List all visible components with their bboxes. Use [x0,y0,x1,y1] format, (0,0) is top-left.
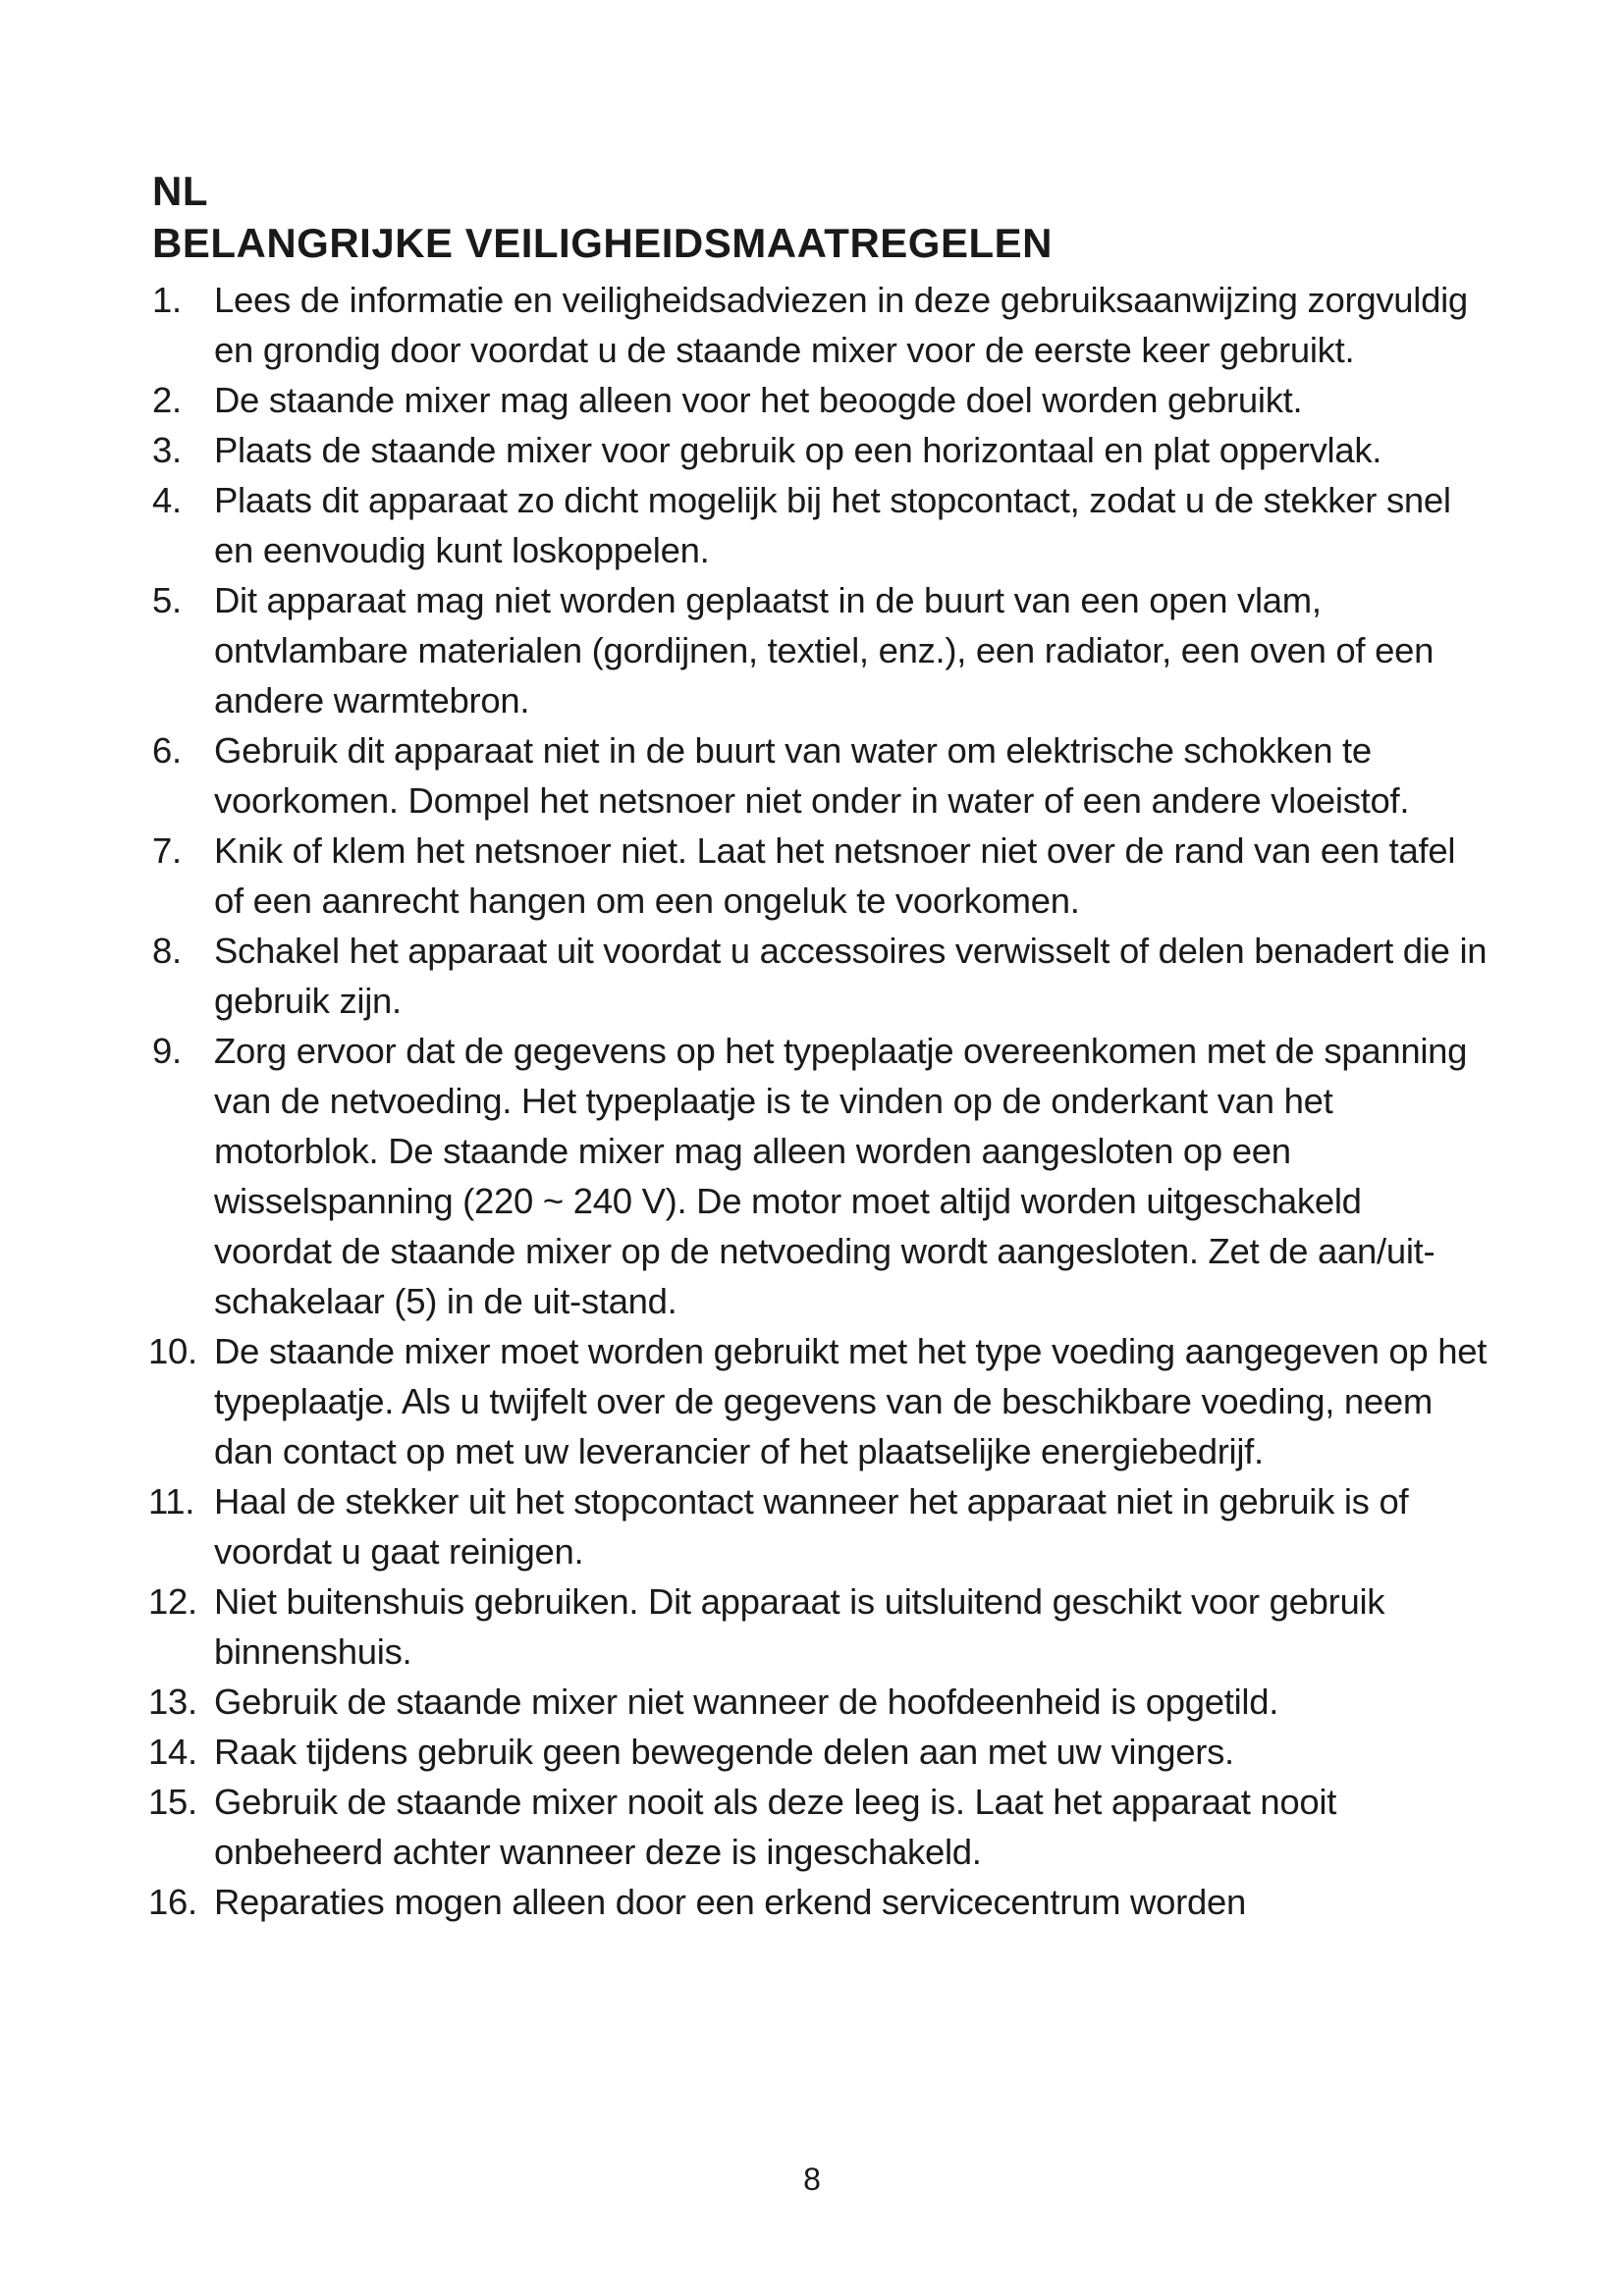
list-item [152,575,1488,725]
page-title: BELANGRIJKE VEILIGHEIDSMAATREGELEN [152,220,1053,266]
list-item-text: Zorg ervoor dat de gegevens op het typeplaatje overeenkomen met de spanning van de netvoeding. Het typeplaatje is te vinden op de onderkant van het motorblok. De staande mixer mag alleen worden aangesloten op een wisselspanning (220 ~ 240 V). De motor moet altijd worden uitgeschakeld voordat de staande mixer op de netvoeding wordt aangesloten. Zet de aan/uit-schakelaar (5) in de uit-stand. [214,1031,1468,1321]
list-item-number: 14. [148,1732,197,1772]
list-item-number: 13. [148,1682,197,1722]
list-item [148,1777,1488,1877]
list-item [152,725,1488,826]
list-item-number: 9. [152,1031,182,1071]
list-item-text: Schakel het apparaat uit voordat u accessoires verwisselt of delen benadert die in gebruik zijn. [214,931,1488,1021]
list-item-text: Plaats dit apparaat zo dicht mogelijk bij het stopcontact, zodat u de stekker snel en eenvoudig kunt loskoppelen. [214,480,1451,570]
list-item-number: 3. [152,430,182,470]
list-item [152,826,1488,926]
list-item [148,1476,1488,1576]
list-item [148,1576,1488,1677]
list-item-number: 10. [148,1331,197,1371]
list-item-text: De staande mixer mag alleen voor het beoogde doel worden gebruikt. [214,380,1303,420]
list-item-number: 15. [148,1782,197,1822]
list-item-text: Reparaties mogen alleen door een erkend servicecentrum worden [214,1882,1246,1922]
list-item [152,275,1488,375]
list-item-text: Lees de informatie en veiligheidsadviezen in deze gebruiksaanwijzing zorgvuldig en grondig door voordat u de staande mixer voor de eerste keer gebruikt. [214,280,1468,370]
list-item-number: 4. [152,480,182,520]
list-item [152,425,1488,475]
list-item-number: 7. [152,830,182,871]
list-item [152,475,1488,575]
page-content [148,167,1488,1927]
list-item [148,1677,1488,1727]
list-item-number: 6. [152,730,182,771]
list-item [148,1326,1488,1476]
list-item-text: Knik of klem het netsnoer niet. Laat het netsnoer niet over de rand van een tafel of een aanrecht hangen om een ongeluk te voorkomen. [214,830,1456,921]
list-item-text: Gebruik de staande mixer nooit als deze leeg is. Laat het apparaat nooit onbeheerd achter wanneer deze is ingeschakeld. [214,1782,1337,1872]
list-item [152,375,1488,425]
list-item [148,1877,1488,1927]
list-item-text: Haal de stekker uit het stopcontact wanneer het apparaat niet in gebruik is of voordat u gaat reinigen. [214,1481,1409,1572]
list-item-number: 1. [152,280,182,320]
list-item-text: Niet buitenshuis gebruiken. Dit apparaat is uitsluitend geschikt voor gebruik binnenshuis. [214,1581,1385,1672]
list-item-number: 11. [148,1481,195,1522]
list-item [148,1727,1488,1777]
list-item-number: 8. [152,931,182,971]
list-item-text: Dit apparaat mag niet worden geplaatst in de buurt van een open vlam, ontvlambare materialen (gordijnen, textiel, enz.), een radiator, een oven of een andere warmtebron. [214,580,1435,721]
list-item-text: Gebruik de staande mixer niet wanneer de hoofdeenheid is opgetild. [214,1682,1279,1722]
safety-instructions-list [148,275,1488,1927]
list-item [152,1026,1488,1326]
list-item-number: 16. [148,1882,197,1922]
list-item [152,926,1488,1026]
list-item-text: Raak tijdens gebruik geen bewegende delen aan met uw vingers. [214,1732,1234,1772]
list-item-text: Plaats de staande mixer voor gebruik op een horizontaal en plat oppervlak. [214,430,1382,470]
list-item-number: 12. [148,1581,197,1622]
list-item-text: De staande mixer moet worden gebruikt met het type voeding aangegeven op het typeplaatje. Als u twijfelt over de gegevens van de beschikbare voeding, neem dan contact op met uw leverancier of het plaatselijke energiebedrijf. [214,1331,1488,1471]
page-number: 8 [803,2162,821,2197]
list-item-text: Gebruik dit apparaat niet in de buurt van water om elektrische schokken te voorkomen. Dompel het netsnoer niet onder in water of een andere vloeistof. [214,730,1410,821]
language-code: NL [152,168,208,214]
list-item-number: 5. [152,580,182,620]
list-item-number: 2. [152,380,182,420]
